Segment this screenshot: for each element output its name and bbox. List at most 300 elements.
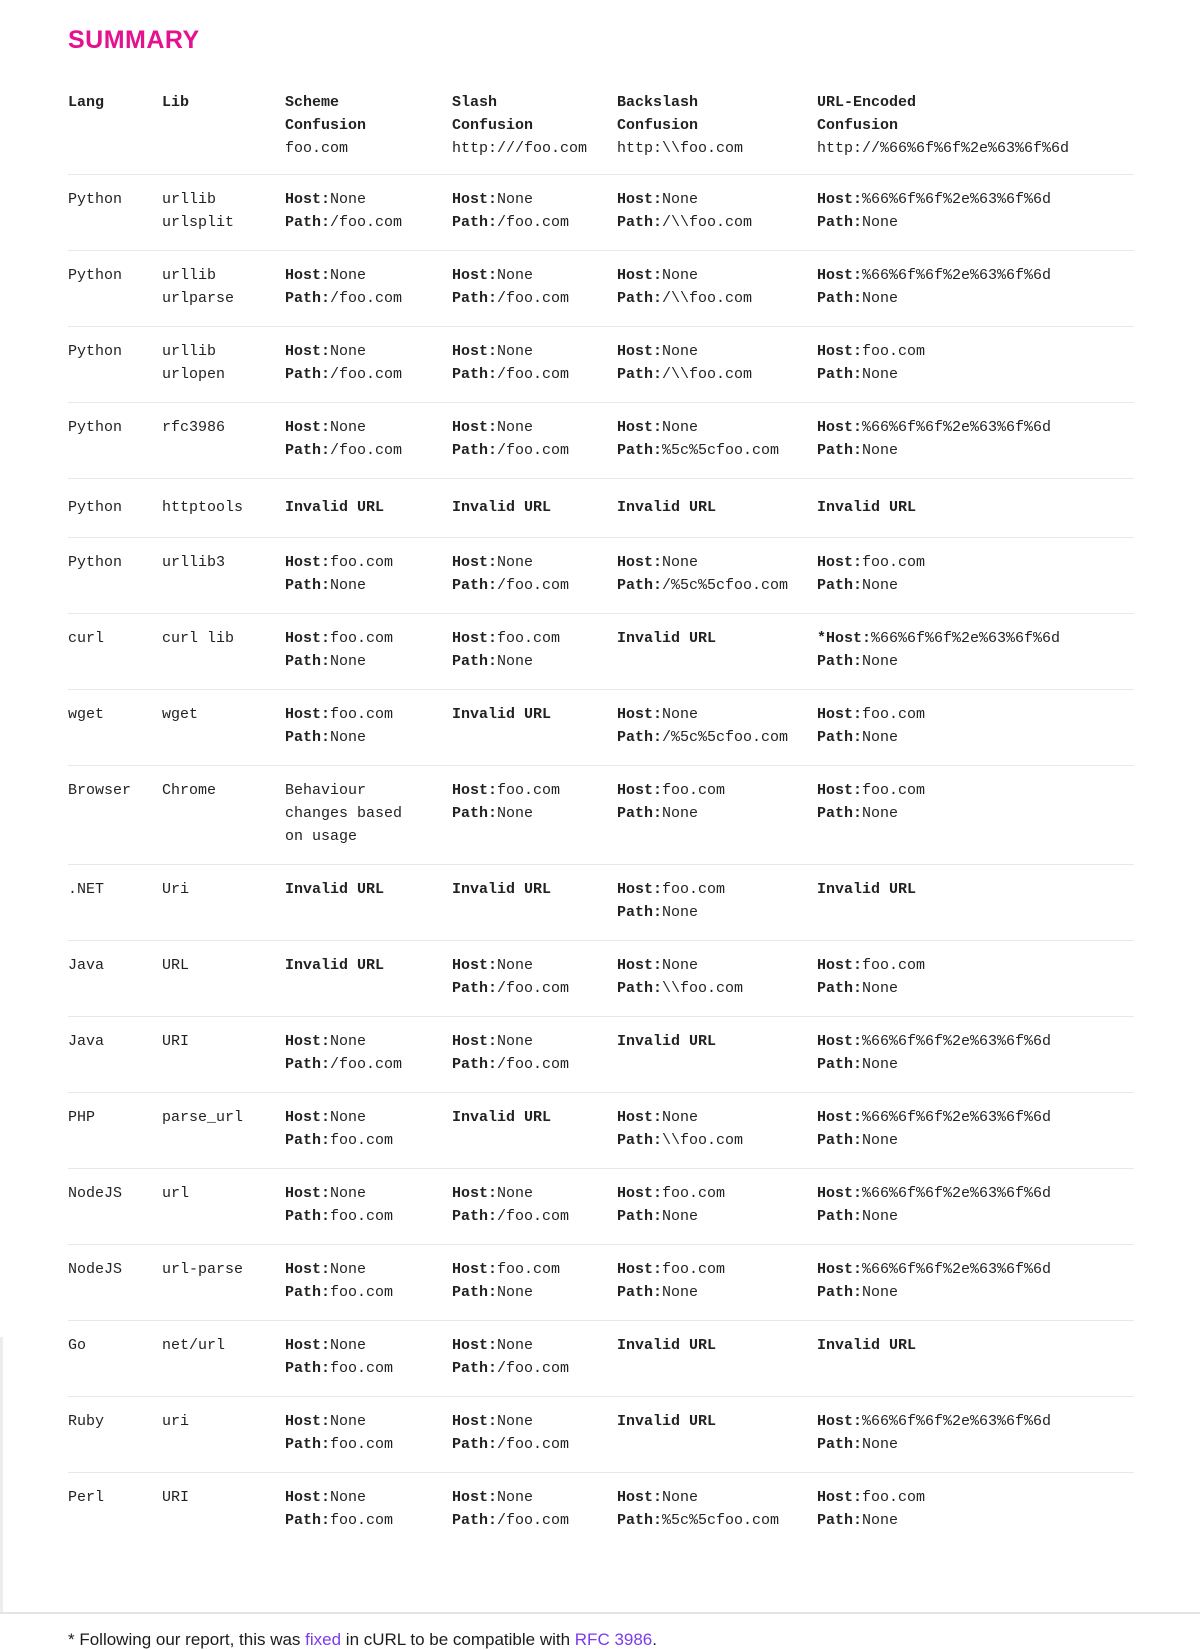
kv-line [817, 1182, 1124, 1205]
cell-lang: NodeJS [68, 1185, 123, 1202]
kv-key: Host: [452, 267, 498, 284]
footnote-text: * Following our report, this was [68, 1630, 306, 1649]
kv-key: Path: [285, 729, 331, 746]
kv-key: Host: [452, 343, 498, 360]
kv-key: Host: [285, 554, 331, 571]
kv-value: None [662, 1489, 699, 1506]
kv-value: %66%6f%6f%2e%63%6f%6d [862, 1261, 1052, 1278]
kv-line [285, 1486, 442, 1509]
kv-value: None [662, 343, 699, 360]
kv-line [452, 802, 607, 825]
kv-line [817, 363, 1124, 386]
kv-value: %5c%5cfoo.com [662, 442, 780, 459]
kv-key: Host: [617, 267, 663, 284]
kv-key: Host: [452, 554, 498, 571]
kv-line [817, 439, 1124, 462]
behaviour-note-line: on usage [285, 828, 358, 845]
kv-key: Path: [617, 290, 663, 307]
kv-line [817, 340, 1124, 363]
kv-key: Host: [817, 343, 863, 360]
kv-key: Path: [817, 1284, 863, 1301]
kv-line [452, 977, 607, 1000]
kv-value: None [862, 1284, 899, 1301]
kv-value: /\\foo.com [662, 214, 753, 231]
kv-key: Path: [617, 1132, 663, 1149]
cell-backslash [617, 551, 817, 597]
kv-line [452, 627, 607, 650]
kv-value: %66%6f%6f%2e%63%6f%6d [862, 267, 1052, 284]
cell-backslash [617, 496, 817, 519]
kv-key: Path: [617, 805, 663, 822]
kv-value: %66%6f%6f%2e%63%6f%6d [862, 1413, 1052, 1430]
kv-key: Host: [817, 957, 863, 974]
lib-line: URI [162, 1033, 190, 1050]
cell-lib [162, 416, 285, 439]
kv-line [817, 1486, 1124, 1509]
kv-value: /foo.com [330, 1056, 403, 1073]
kv-key: Path: [817, 1132, 863, 1149]
cell-slash [452, 264, 617, 310]
kv-value: foo.com [330, 1436, 394, 1453]
cell-urlencoded [817, 1106, 1134, 1152]
kv-value: foo.com [862, 554, 926, 571]
kv-line [285, 416, 442, 439]
cell-scheme [285, 1030, 452, 1076]
kv-key: Host: [285, 343, 331, 360]
kv-line [617, 1205, 807, 1228]
kv-key: Host: [452, 1337, 498, 1354]
kv-key: Path: [285, 442, 331, 459]
kv-line [817, 954, 1124, 977]
kv-line [617, 363, 807, 386]
cell-lib [162, 1334, 285, 1357]
table-row [68, 250, 1134, 326]
kv-line [617, 802, 807, 825]
kv-key: Path: [285, 1056, 331, 1073]
kv-value: None [330, 191, 367, 208]
kv-line [617, 1486, 807, 1509]
kv-line [817, 1258, 1124, 1281]
kv-value: %5c%5cfoo.com [662, 1512, 780, 1529]
table-row [68, 537, 1134, 613]
invalid-url-label: Invalid URL [817, 1337, 917, 1354]
kv-value: None [497, 1337, 534, 1354]
invalid-url-label: Invalid URL [617, 630, 717, 647]
kv-value: None [497, 1413, 534, 1430]
kv-value: foo.com [330, 1360, 394, 1377]
kv-line [285, 726, 442, 749]
table-row [68, 326, 1134, 402]
cell-scheme [285, 1182, 452, 1228]
kv-line [617, 1182, 807, 1205]
cell-backslash [617, 1030, 817, 1053]
kv-line [617, 878, 807, 901]
kv-line [817, 287, 1124, 310]
kv-line [285, 340, 442, 363]
kv-line [617, 574, 807, 597]
kv-value: None [497, 1284, 534, 1301]
invalid-url-label: Invalid URL [617, 1337, 717, 1354]
kv-key: Host: [817, 1109, 863, 1126]
cell-backslash [617, 340, 817, 386]
column-header-label: Confusion [285, 117, 367, 134]
cell-scheme [285, 188, 452, 234]
kv-value: %66%6f%6f%2e%63%6f%6d [862, 1109, 1052, 1126]
cell-lib [162, 1030, 285, 1053]
kv-line [285, 363, 442, 386]
kv-key: Host: [285, 1185, 331, 1202]
kv-line [817, 188, 1124, 211]
kv-value: /\\foo.com [662, 366, 753, 383]
kv-line [817, 1509, 1124, 1532]
kv-line [617, 977, 807, 1000]
table-row [68, 940, 1134, 1016]
kv-line [817, 703, 1124, 726]
kv-value: None [662, 1208, 699, 1225]
kv-line [285, 211, 442, 234]
lib-line: URL [162, 957, 190, 974]
kv-key: Host: [817, 554, 863, 571]
kv-key: Path: [817, 805, 863, 822]
kv-key: Path: [285, 1360, 331, 1377]
kv-key: Path: [285, 653, 331, 670]
kv-value: /%5c%5cfoo.com [662, 577, 789, 594]
kv-key: Host: [817, 1261, 863, 1278]
kv-value: None [497, 267, 534, 284]
table-row [68, 1244, 1134, 1320]
summary-table [68, 91, 1134, 1548]
cell-scheme [285, 1486, 452, 1532]
kv-value: None [662, 957, 699, 974]
cell-urlencoded [817, 1486, 1134, 1532]
cell-backslash [617, 1258, 817, 1304]
kv-value: /foo.com [497, 1512, 570, 1529]
kv-line [452, 188, 607, 211]
column-header-lib [162, 91, 285, 114]
kv-value: /foo.com [497, 366, 570, 383]
table-row [68, 1092, 1134, 1168]
kv-key: Host: [617, 554, 663, 571]
cell-urlencoded [817, 340, 1134, 386]
kv-line [452, 363, 607, 386]
kv-value: foo.com [497, 1261, 561, 1278]
kv-key: Host: [617, 706, 663, 723]
kv-value: %66%6f%6f%2e%63%6f%6d [862, 1185, 1052, 1202]
page-title: SUMMARY [68, 26, 200, 54]
behaviour-note-line: changes based [285, 805, 403, 822]
column-header-label: Confusion [452, 117, 534, 134]
kv-key: Path: [452, 442, 498, 459]
kv-key: Host: [617, 881, 663, 898]
kv-line [285, 1357, 442, 1380]
kv-line [817, 1205, 1124, 1228]
kv-value: /foo.com [330, 366, 403, 383]
kv-value: None [497, 805, 534, 822]
kv-value: None [862, 980, 899, 997]
lib-line: urllib [162, 267, 217, 284]
cell-backslash [617, 878, 817, 924]
kv-line [452, 211, 607, 234]
kv-value: foo.com [497, 782, 561, 799]
column-header-lang [68, 91, 162, 114]
cell-backslash [617, 1486, 817, 1532]
behaviour-note-line: Behaviour [285, 782, 367, 799]
column-header-label: Slash [452, 94, 498, 111]
kv-value: foo.com [662, 1185, 726, 1202]
kv-line [452, 1258, 607, 1281]
lib-line: rfc3986 [162, 419, 226, 436]
kv-line [285, 1129, 442, 1152]
lib-line: url-parse [162, 1261, 244, 1278]
cell-lib [162, 1106, 285, 1129]
kv-line [285, 287, 442, 310]
cell-backslash [617, 627, 817, 650]
kv-key: Path: [452, 980, 498, 997]
left-edge-artifact [0, 1337, 3, 1614]
kv-value: foo.com [862, 1489, 926, 1506]
kv-value: foo.com [330, 706, 394, 723]
cell-slash [452, 551, 617, 597]
cell-lang: Browser [68, 782, 132, 799]
cell-slash [452, 627, 617, 673]
kv-line [452, 574, 607, 597]
kv-value: None [662, 1109, 699, 1126]
kv-value: None [662, 554, 699, 571]
kv-key: Host: [817, 1413, 863, 1430]
kv-line [452, 1334, 607, 1357]
cell-lib [162, 340, 285, 386]
kv-line [817, 802, 1124, 825]
footnote-link[interactable]: fixed [305, 1630, 342, 1649]
kv-line [285, 1433, 442, 1456]
kv-value: /foo.com [497, 1056, 570, 1073]
column-header-label: Lang [68, 94, 105, 111]
table-row [68, 1472, 1134, 1548]
kv-value: /foo.com [497, 214, 570, 231]
kv-line [452, 340, 607, 363]
kv-value: None [497, 554, 534, 571]
kv-key: Host: [285, 1413, 331, 1430]
cell-backslash [617, 703, 817, 749]
kv-value: None [862, 1208, 899, 1225]
kv-value: foo.com [862, 957, 926, 974]
table-row [68, 478, 1134, 537]
kv-key: *Host: [817, 630, 872, 647]
cell-scheme [285, 551, 452, 597]
kv-value: foo.com [330, 1132, 394, 1149]
kv-value: /foo.com [330, 214, 403, 231]
kv-line [452, 1182, 607, 1205]
kv-value: None [862, 729, 899, 746]
kv-line [452, 416, 607, 439]
cell-lib [162, 1410, 285, 1433]
kv-value: None [662, 191, 699, 208]
kv-key: Host: [285, 1261, 331, 1278]
kv-key: Host: [285, 630, 331, 647]
kv-line [285, 264, 442, 287]
invalid-url-label: Invalid URL [285, 499, 385, 516]
kv-line [817, 1281, 1124, 1304]
kv-value: None [862, 1132, 899, 1149]
footnote-link[interactable]: RFC 3986 [574, 1630, 653, 1649]
lib-line: URI [162, 1489, 190, 1506]
kv-value: \\foo.com [662, 980, 744, 997]
kv-key: Host: [817, 191, 863, 208]
cell-lang: curl [68, 630, 105, 647]
kv-value: /foo.com [497, 980, 570, 997]
kv-line [617, 1509, 807, 1532]
column-header-label: Backslash [617, 94, 699, 111]
kv-line [817, 1053, 1124, 1076]
kv-line [617, 1106, 807, 1129]
kv-key: Path: [617, 442, 663, 459]
cell-lang: Python [68, 499, 123, 516]
cell-backslash [617, 416, 817, 462]
cell-lang: Python [68, 191, 123, 208]
kv-key: Host: [285, 1109, 331, 1126]
kv-value: None [862, 366, 899, 383]
kv-value: foo.com [330, 554, 394, 571]
cell-scheme [285, 1106, 452, 1152]
cell-scheme [285, 627, 452, 673]
kv-value: foo.com [497, 630, 561, 647]
lib-line: urllib [162, 343, 217, 360]
cell-urlencoded [817, 551, 1134, 597]
cell-slash [452, 1258, 617, 1304]
kv-key: Path: [452, 1512, 498, 1529]
lib-line: Uri [162, 881, 190, 898]
cell-slash [452, 188, 617, 234]
kv-line [285, 650, 442, 673]
kv-line [285, 1334, 442, 1357]
kv-value: /foo.com [497, 1436, 570, 1453]
kv-line [617, 703, 807, 726]
kv-key: Path: [452, 214, 498, 231]
cell-slash [452, 496, 617, 519]
kv-key: Path: [617, 1512, 663, 1529]
kv-value: None [862, 805, 899, 822]
kv-value: None [862, 1436, 899, 1453]
kv-key: Path: [617, 729, 663, 746]
cell-urlencoded [817, 954, 1134, 1000]
kv-key: Path: [817, 729, 863, 746]
column-header-label: Confusion [817, 117, 899, 134]
lib-line: net/url [162, 1337, 226, 1354]
cell-urlencoded [817, 1030, 1134, 1076]
kv-key: Host: [817, 267, 863, 284]
kv-value: /foo.com [497, 442, 570, 459]
column-header-slash [452, 91, 617, 160]
kv-value: foo.com [862, 343, 926, 360]
kv-key: Path: [452, 805, 498, 822]
kv-line [617, 1258, 807, 1281]
kv-key: Path: [617, 980, 663, 997]
invalid-url-label: Invalid URL [452, 499, 552, 516]
kv-line [452, 1030, 607, 1053]
kv-key: Host: [617, 419, 663, 436]
kv-value: None [330, 729, 367, 746]
invalid-url-label: Invalid URL [817, 881, 917, 898]
cell-lang: Python [68, 554, 123, 571]
kv-value: \\foo.com [662, 1132, 744, 1149]
kv-line [617, 416, 807, 439]
kv-line [285, 188, 442, 211]
kv-line [817, 779, 1124, 802]
cell-backslash [617, 954, 817, 1000]
cell-lang: NodeJS [68, 1261, 123, 1278]
kv-key: Host: [617, 1261, 663, 1278]
cell-backslash [617, 1334, 817, 1357]
column-header-backslash [617, 91, 817, 160]
cell-slash [452, 1334, 617, 1380]
kv-line [452, 264, 607, 287]
table-row [68, 1320, 1134, 1396]
kv-line [617, 726, 807, 749]
cell-slash [452, 340, 617, 386]
cell-lib [162, 627, 285, 650]
kv-line [285, 551, 442, 574]
cell-lib [162, 1182, 285, 1205]
kv-key: Path: [452, 653, 498, 670]
cell-urlencoded [817, 779, 1134, 825]
cell-lib [162, 1486, 285, 1509]
kv-line [817, 977, 1124, 1000]
kv-value: foo.com [662, 881, 726, 898]
kv-key: Host: [452, 957, 498, 974]
kv-value: None [497, 653, 534, 670]
kv-key: Path: [617, 577, 663, 594]
cell-backslash [617, 779, 817, 825]
kv-line [452, 1357, 607, 1380]
kv-key: Path: [817, 653, 863, 670]
kv-line [617, 211, 807, 234]
cell-urlencoded [817, 1410, 1134, 1456]
kv-value: None [330, 1413, 367, 1430]
kv-value: foo.com [330, 1284, 394, 1301]
kv-line [617, 901, 807, 924]
lib-line: httptools [162, 499, 244, 516]
kv-value: None [330, 1261, 367, 1278]
lib-line: urllib [162, 191, 217, 208]
kv-value: None [862, 653, 899, 670]
kv-key: Host: [285, 1033, 331, 1050]
kv-value: None [330, 577, 367, 594]
column-header-label: Confusion [617, 117, 699, 134]
cell-backslash [617, 1182, 817, 1228]
kv-key: Path: [617, 366, 663, 383]
lib-line: urllib3 [162, 554, 226, 571]
kv-key: Path: [617, 214, 663, 231]
column-header-url: http://%66%6f%6f%2e%63%6f%6d [817, 140, 1070, 157]
column-header-urlencoded [817, 91, 1134, 160]
cell-backslash [617, 1410, 817, 1433]
kv-key: Host: [817, 1185, 863, 1202]
cell-urlencoded [817, 264, 1134, 310]
lib-line: urlsplit [162, 214, 235, 231]
kv-line [817, 1106, 1124, 1129]
kv-value: None [662, 1284, 699, 1301]
footnote-text: . [652, 1630, 657, 1649]
kv-line [452, 954, 607, 977]
kv-line [452, 779, 607, 802]
kv-key: Path: [452, 1360, 498, 1377]
kv-key: Host: [285, 191, 331, 208]
kv-value: foo.com [330, 1512, 394, 1529]
kv-line [452, 439, 607, 462]
kv-line [817, 574, 1124, 597]
kv-value: None [662, 419, 699, 436]
column-header-scheme [285, 91, 452, 160]
